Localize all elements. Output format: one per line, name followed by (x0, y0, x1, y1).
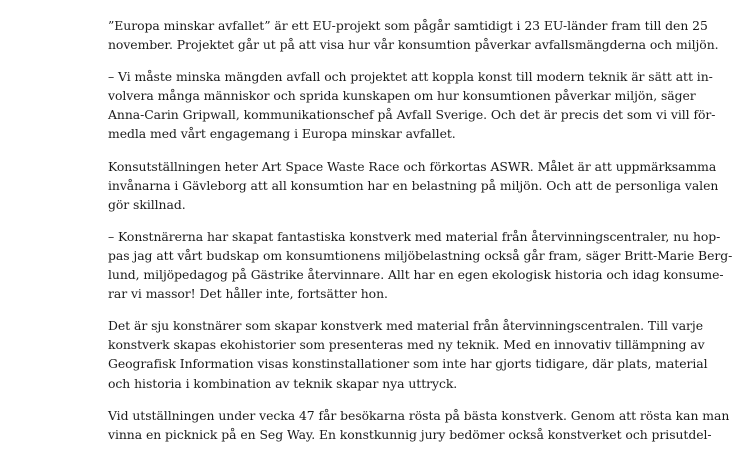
text-line: gör skillnad. (108, 196, 186, 212)
paragraph-artists (108, 316, 708, 392)
text-line: volvera många människor och sprida kunskapen om hur konsumtionen påverkar miljön, säger (108, 88, 696, 104)
text-line: Anna-Carin Gripwall, kommunikationschef på Avfall Sverige. Och det är precis det som vi vill för- (108, 107, 716, 123)
text-line: konstverk skapas ekohistorier som presenteras med ny teknik. Med en innovativ tillämpning av (108, 337, 705, 353)
paragraph-intro (108, 16, 719, 54)
text-line: ”Europa minskar avfallet” är ett EU-projekt som pågår samtidigt i 23 EU-länder fram till den 25 (108, 18, 708, 33)
text-line: rar vi massor! Det håller inte, fortsätter hon. (108, 286, 388, 302)
text-line: och historia i kombination av teknik skapar nya uttryck. (108, 375, 458, 391)
text-line: Vid utställningen under vecka 47 får besökarna rösta på bästa konstverk. Genom att rösta kan man (108, 407, 730, 423)
text-line: Konsutställningen heter Art Space Waste Race och förkortas ASWR. Målet är att uppmärksamma (108, 158, 717, 174)
paragraph-exhibition (108, 157, 719, 214)
text-line: vinna en picknick på en Seg Way. En konstkunnig jury bedömer också konstverket och prisutdel- (108, 426, 712, 442)
text-line: – Konstnärerna har skapat fantastiska konstverk med material från återvinningscentraler, nu hop- (108, 228, 721, 244)
text-line: – Vi måste minska mängden avfall och projektet att koppla konst till modern teknik är sätt att in- (108, 69, 713, 85)
paragraph-quote-gripwall (108, 67, 716, 143)
text-line: invånarna i Gävleborg att all konsumtion har en belastning på miljön. Och att de personliga valen (108, 177, 719, 193)
text-line: Geografisk Information visas konstinstallationer som inte har gjorts tidigare, där plats, material (108, 356, 708, 372)
paragraph-quote-berglund (108, 227, 733, 303)
text-line: Det är sju konstnärer som skapar konstverk med material från återvinningscentralen. Till varje (108, 318, 703, 334)
text-line: lund, miljöpedagog på Gästrike återvinnare. Allt har en egen ekologisk historia och idag konsume- (108, 267, 724, 283)
text-line: pas jag att vårt budskap om konsumtionens miljöbelastning också går fram, säger Britt-Marie Berg- (108, 247, 733, 263)
article-body (108, 16, 733, 457)
paragraph-voting (108, 406, 730, 444)
text-line: november. Projektet går ut på att visa hur vår konsumtion påverkar avfallsmängderna och miljön. (108, 37, 719, 53)
text-line: medla med vårt engagemang i Europa minskar avfallet. (108, 126, 456, 142)
